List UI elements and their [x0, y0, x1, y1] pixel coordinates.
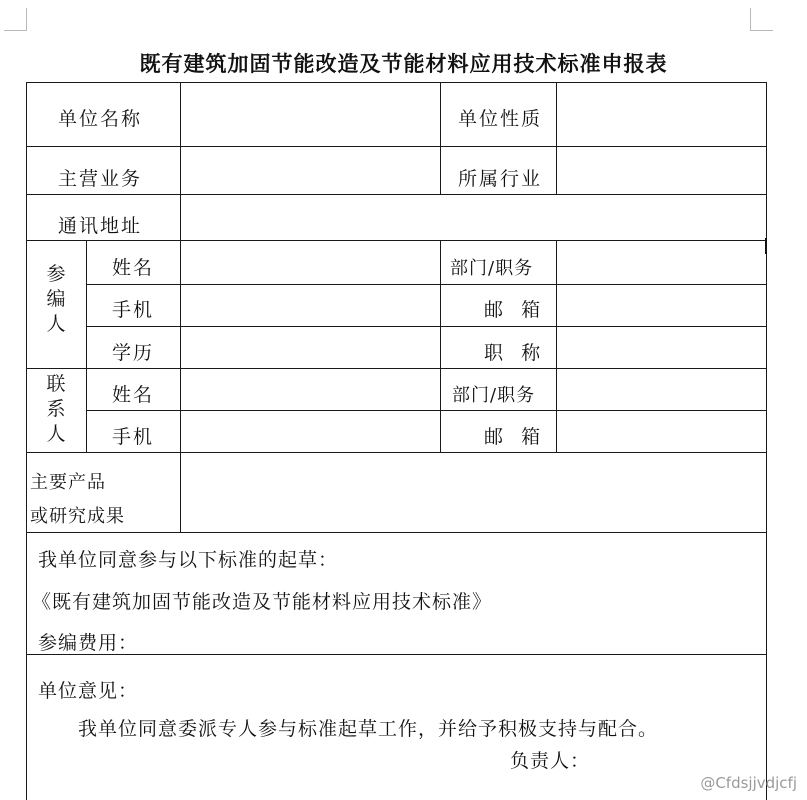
- column-divider: [556, 82, 557, 194]
- products-field[interactable]: [190, 462, 756, 524]
- row-divider: [26, 194, 767, 195]
- table-border-right: [766, 82, 767, 800]
- unit-nature-label: 单位性质: [458, 108, 543, 130]
- row-divider: [86, 284, 767, 285]
- main-business-label: 主营业务: [58, 168, 143, 190]
- editor-group-label: 参 编 人: [46, 263, 66, 335]
- table-border-top: [26, 82, 767, 83]
- industry-label: 所属行业: [458, 168, 543, 190]
- contact-dept-position-field[interactable]: [566, 378, 756, 404]
- editor-name-field[interactable]: [190, 252, 430, 278]
- responsible-person-label: 负责人：: [510, 750, 591, 772]
- unit-nature-field[interactable]: [566, 104, 756, 130]
- column-divider: [440, 240, 441, 452]
- column-divider: [556, 240, 557, 452]
- editor-dept-position-field[interactable]: [566, 252, 756, 278]
- industry-field[interactable]: [566, 162, 756, 188]
- editor-dept-position-label: 部门/职务: [450, 258, 534, 279]
- row-divider: [26, 240, 767, 241]
- fee-label: 参编费用：: [38, 632, 139, 654]
- address-label: 通讯地址: [58, 215, 143, 237]
- column-divider: [440, 82, 441, 194]
- unit-opinion-statement: 我单位同意委派专人参与标准起草工作，并给予积极支持与配合。: [78, 718, 659, 740]
- form-title: 既有建筑加固节能改造及节能材料应用技术标准申报表: [139, 51, 668, 76]
- column-divider: [180, 82, 181, 532]
- main-business-field[interactable]: [190, 162, 430, 188]
- editor-title-rank-field[interactable]: [566, 336, 756, 362]
- contact-mobile-label: 手机: [112, 426, 155, 448]
- unit-opinion-label: 单位意见：: [38, 680, 139, 702]
- address-field[interactable]: [190, 208, 756, 234]
- row-divider: [26, 532, 767, 533]
- editor-education-field[interactable]: [190, 336, 430, 362]
- row-divider: [26, 368, 767, 369]
- table-border-left: [26, 82, 27, 800]
- row-divider: [86, 410, 767, 411]
- editor-email-field[interactable]: [566, 294, 756, 320]
- unit-name-label: 单位名称: [58, 108, 143, 130]
- agreement-statement: 我单位同意参与以下标准的起草：: [38, 549, 339, 571]
- contact-mobile-field[interactable]: [190, 420, 430, 446]
- products-label-line2: 或研究成果: [30, 506, 125, 527]
- editor-title-rank-label: 职 称: [484, 342, 543, 364]
- contact-name-field[interactable]: [190, 378, 430, 404]
- contact-email-label: 邮 箱: [484, 426, 543, 448]
- editor-mobile-field[interactable]: [190, 294, 430, 320]
- editor-mobile-label: 手机: [112, 299, 155, 321]
- row-divider: [26, 452, 767, 453]
- contact-group-label: 联 系 人: [46, 373, 66, 445]
- standard-name: 《既有建筑加固节能改造及节能材料应用技术标准》: [32, 591, 493, 613]
- editor-education-label: 学历: [112, 342, 155, 364]
- editor-name-label: 姓名: [112, 257, 155, 279]
- editor-email-label: 邮 箱: [484, 299, 543, 321]
- row-divider: [86, 326, 767, 327]
- watermark: @Cfdsjjvdjcfj: [700, 774, 797, 792]
- contact-dept-position-label: 部门/职务: [452, 385, 536, 406]
- margin-mark: [765, 238, 767, 254]
- row-divider: [26, 146, 767, 147]
- column-divider: [86, 240, 87, 452]
- products-label-line1: 主要产品: [30, 472, 106, 493]
- contact-name-label: 姓名: [112, 384, 155, 406]
- unit-name-field[interactable]: [190, 104, 430, 130]
- contact-email-field[interactable]: [566, 420, 756, 446]
